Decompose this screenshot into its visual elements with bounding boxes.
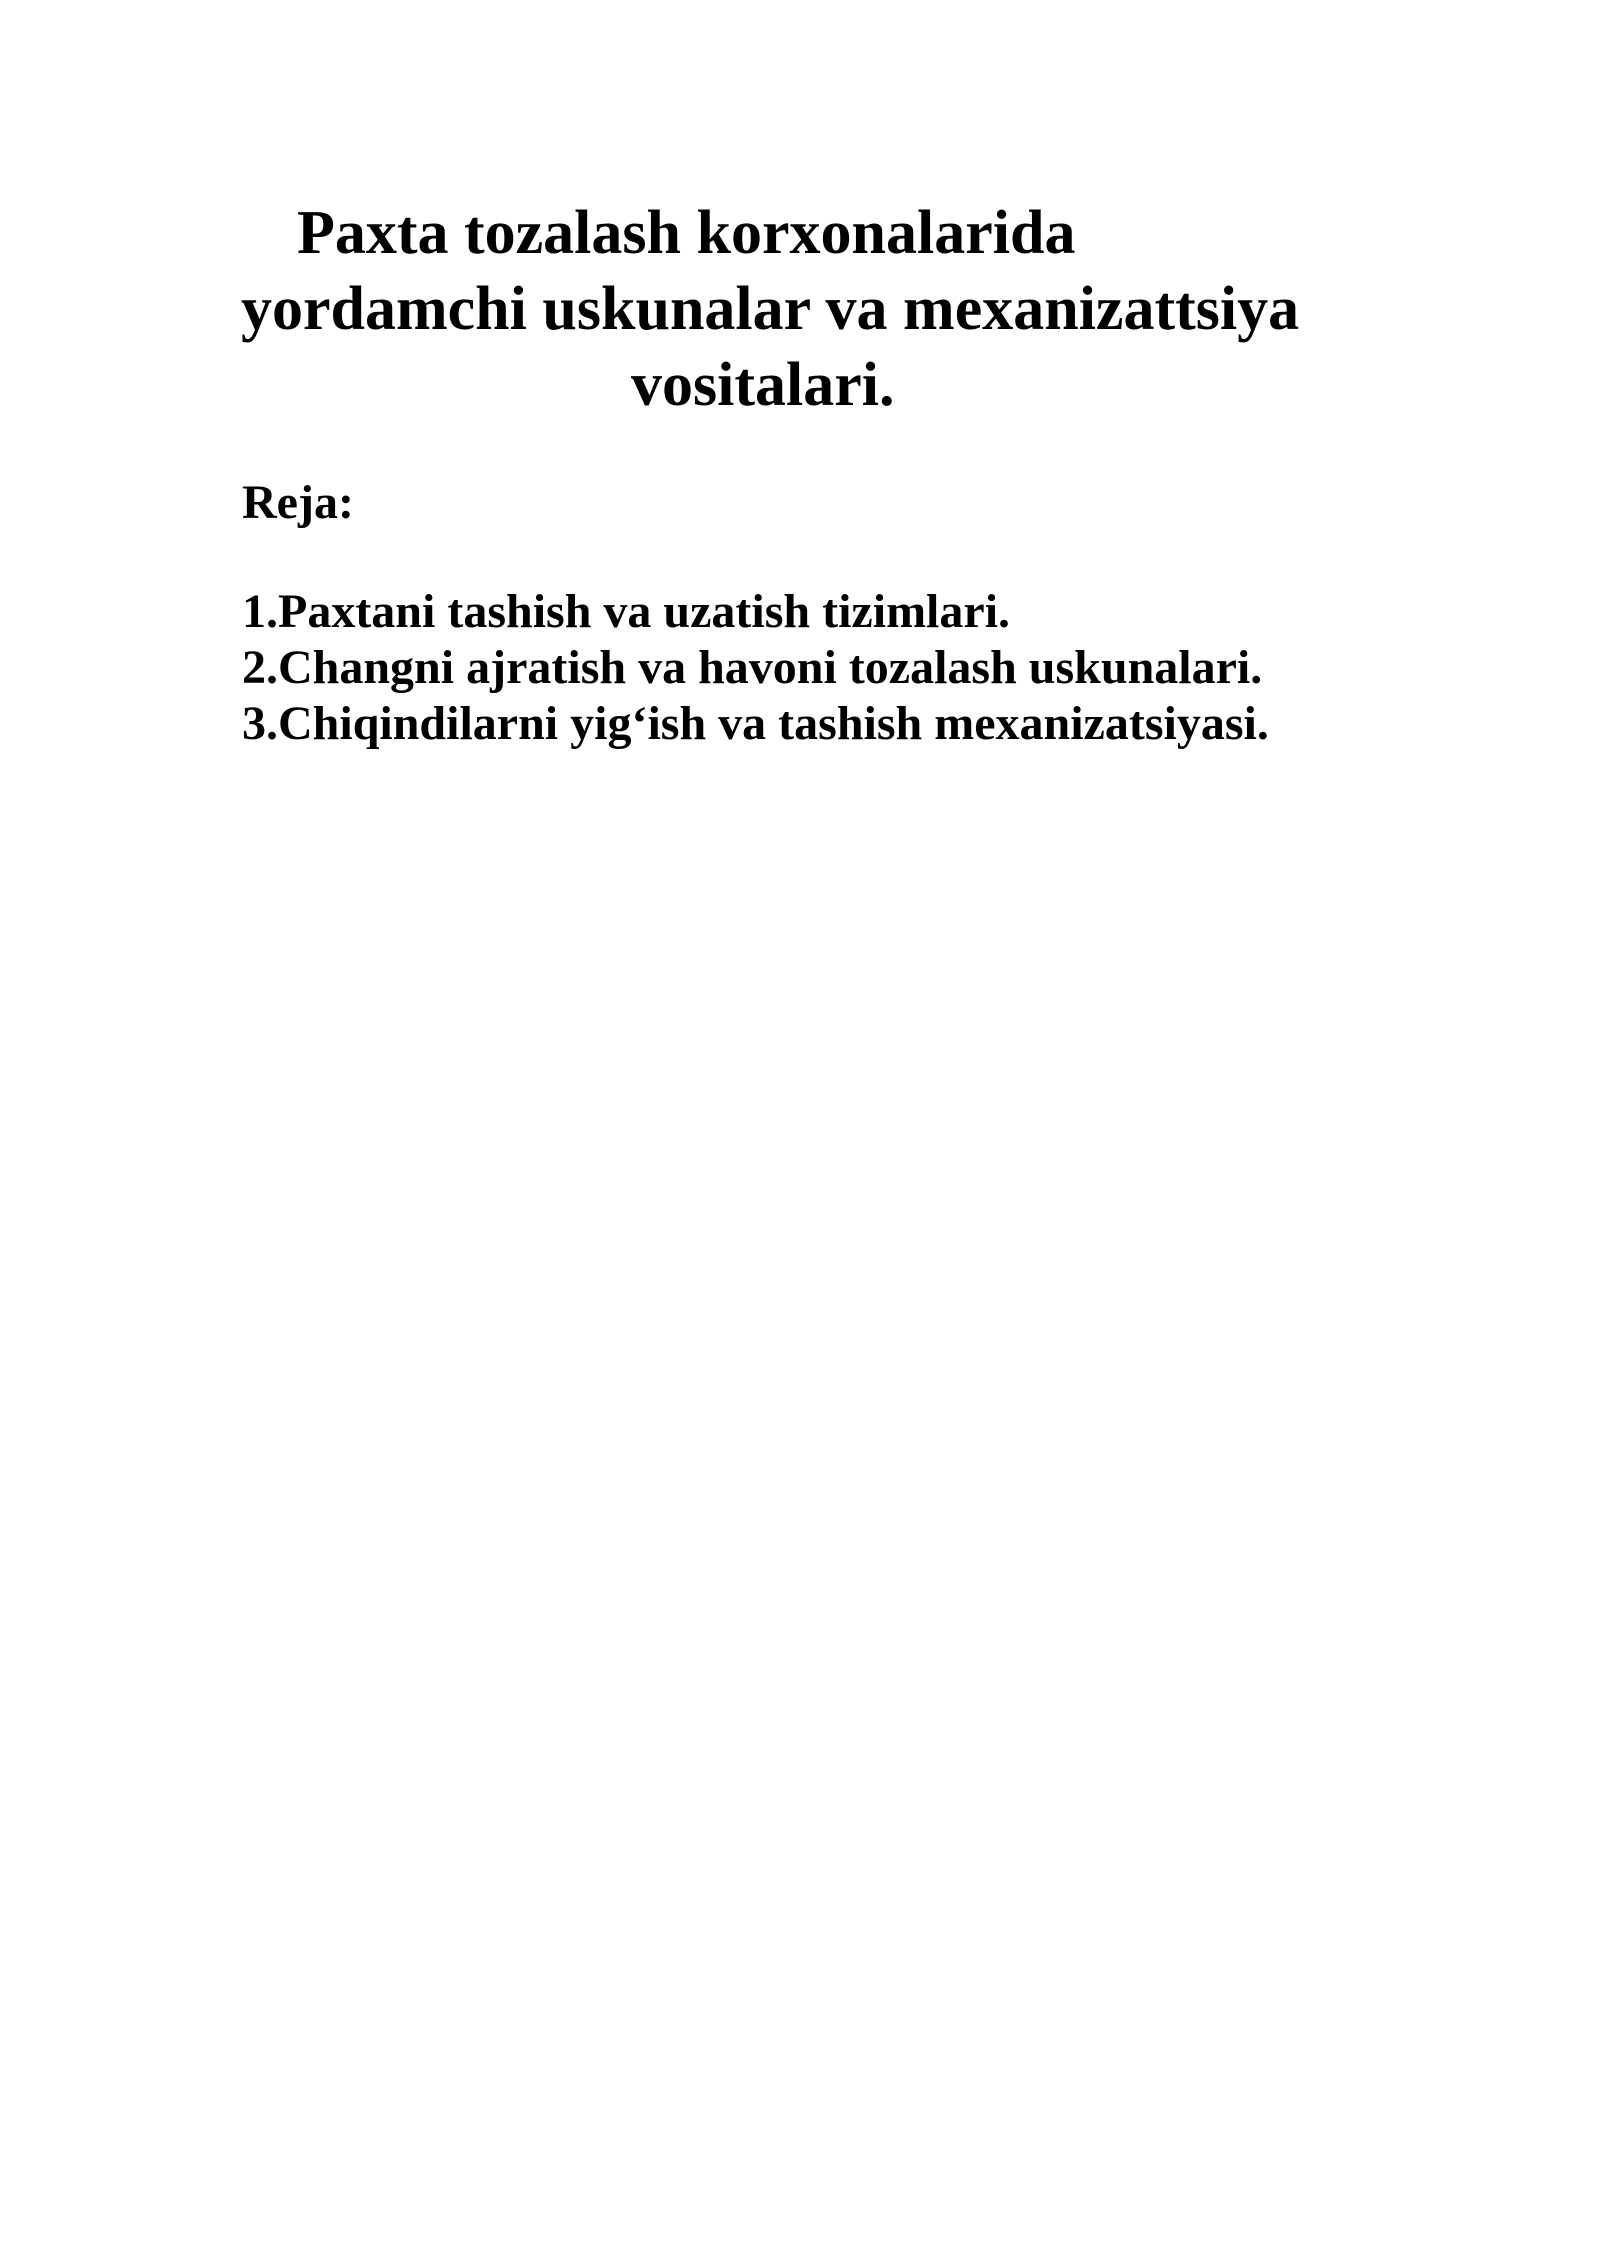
plan-heading: Reja: [242, 476, 354, 529]
title-line-2: yordamchi uskunalar va mexanizattsiya [241, 275, 1300, 343]
plan-item-1: 1.Paxtani tashish va uzatish tizimlari. [242, 585, 1011, 638]
plan-item-2: 2.Changni ajratish va havoni tozalash uskunalari. [242, 641, 1263, 694]
plan-item-3: 3.Chiqindilarni yig‘ish va tashish mexanizatsiyasi. [242, 697, 1269, 750]
title-line-3: vositalari. [631, 351, 895, 419]
plan-list [242, 584, 1269, 752]
title-line-1: Paxta tozalash korxonalarida [297, 199, 1076, 267]
